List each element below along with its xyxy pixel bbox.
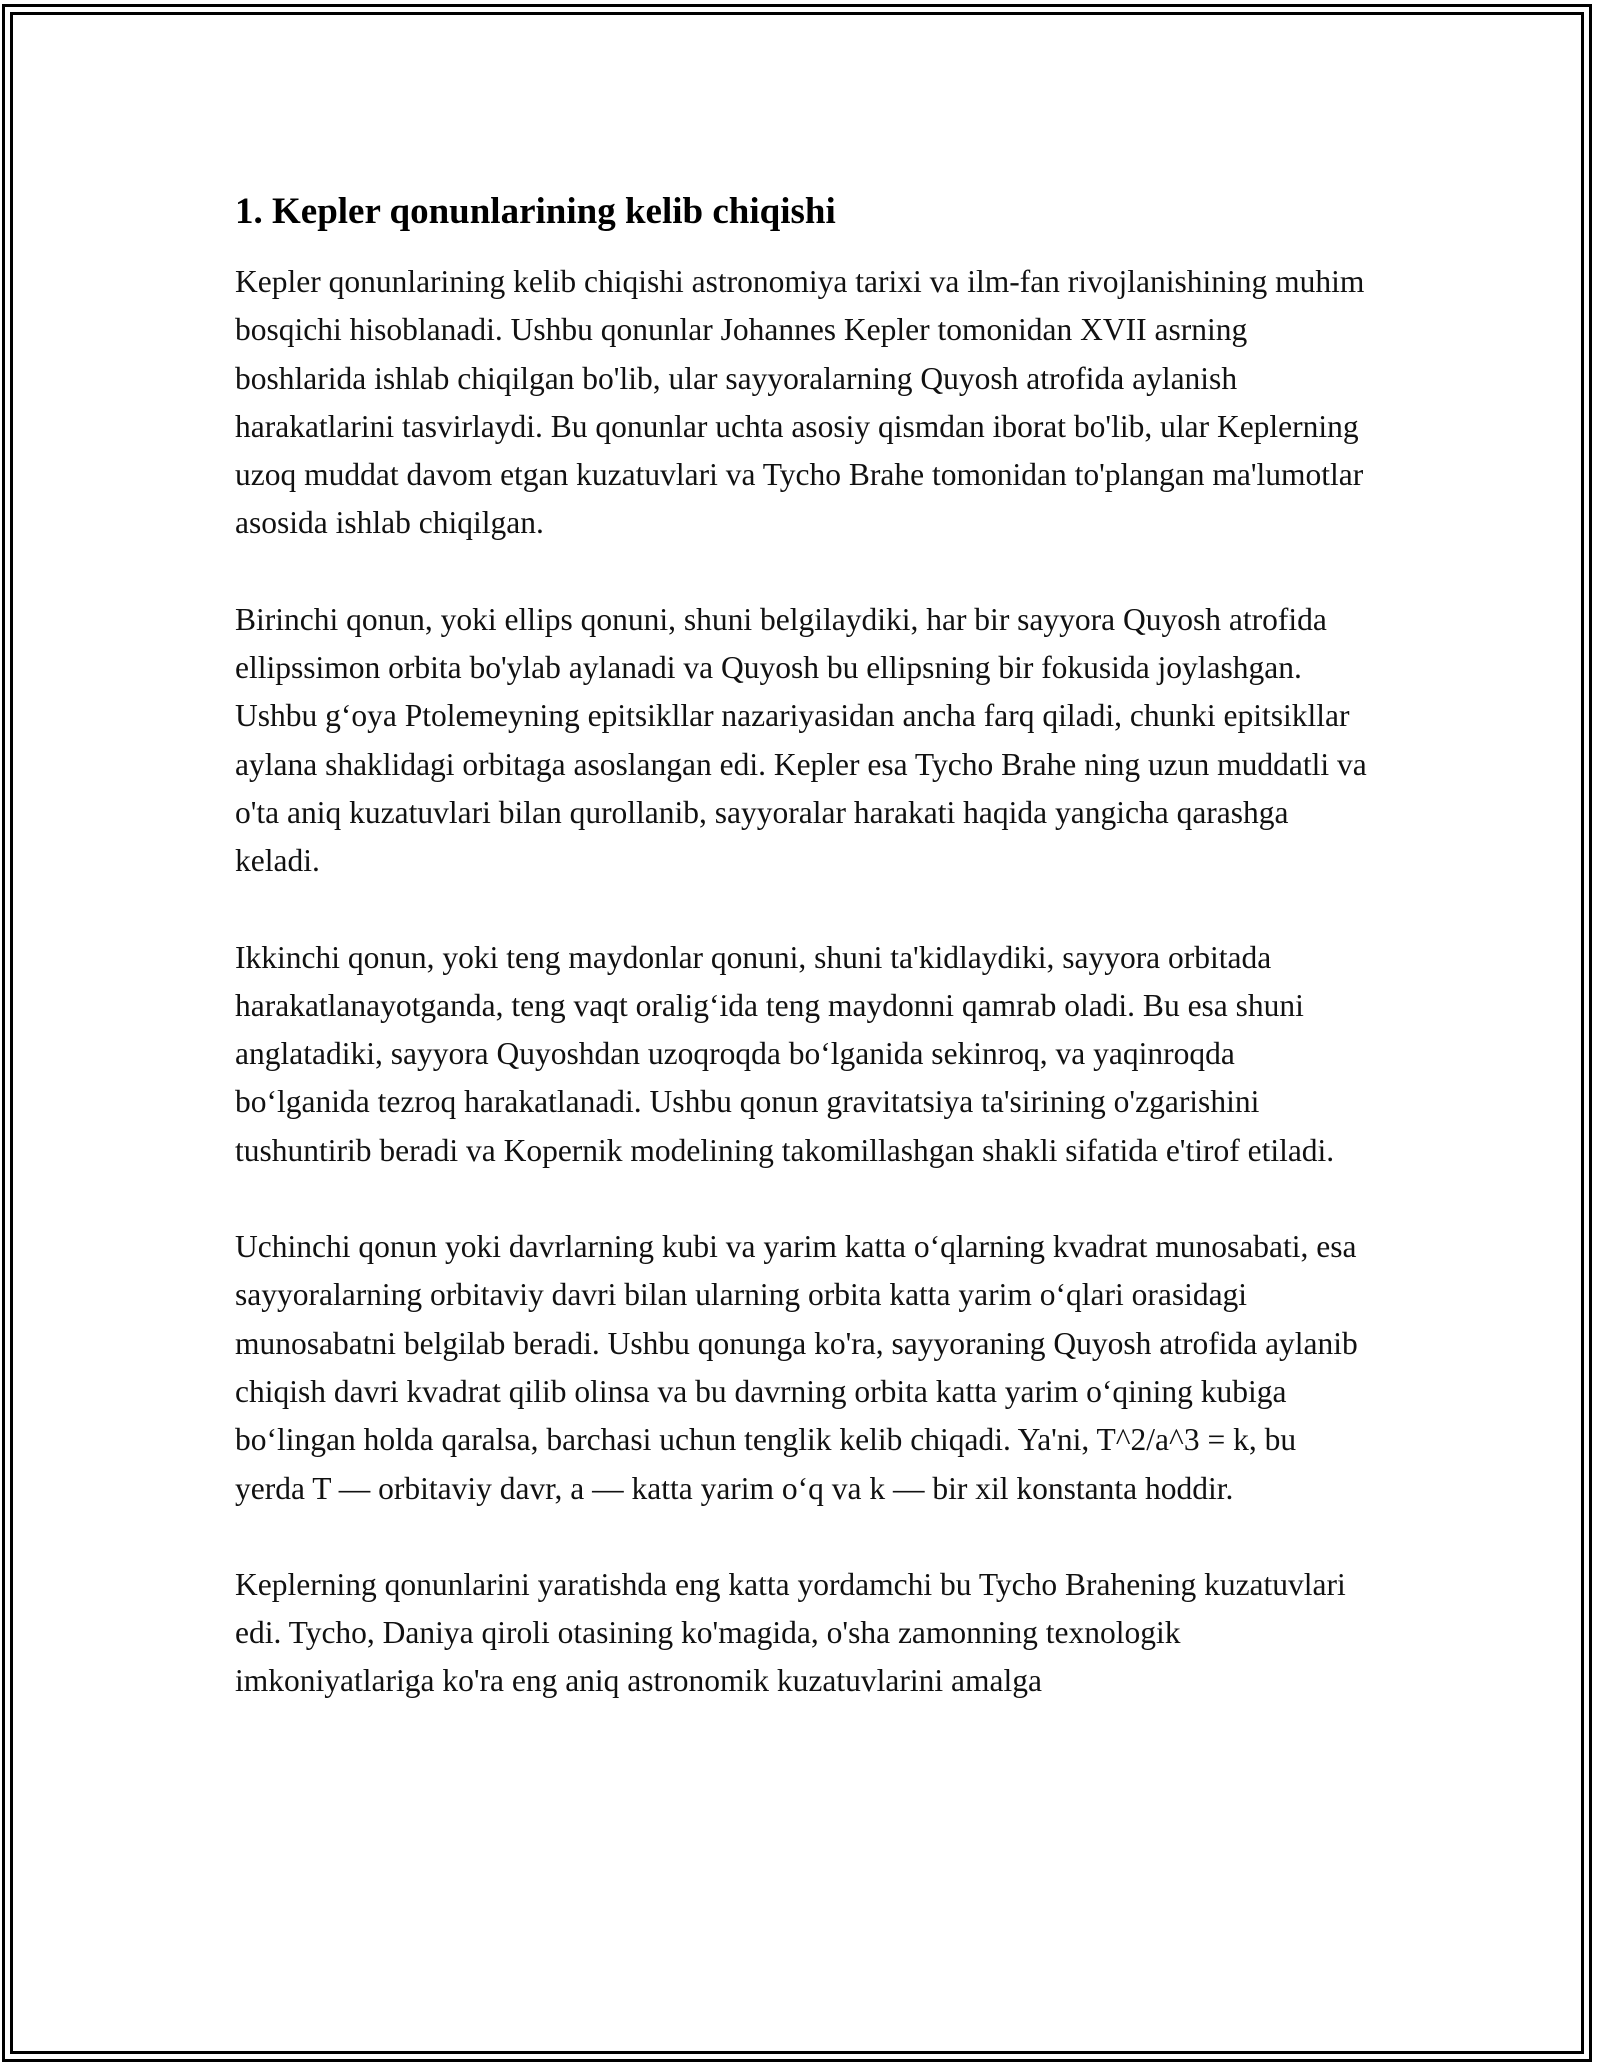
paragraph-second-law: Ikkinchi qonun, yoki teng maydonlar qonuni, shuni ta'kidlaydiki, sayyora orbitada harakatlanayotganda, teng vaqt oralig‘ida teng maydonni qamrab oladi. Bu esa shuni anglatadiki, sayyora Quyoshdan uzoqroqda bo‘lganida sekinroq, va yaqinroqda bo‘lganida tezroq harakatlanadi. Ushbu qonun gravitatsiya ta'sirining o'zgarishini tushuntirib beradi va Kopernik modelining takomillashgan shakli sifatida e'tirof etiladi. — [235, 939, 1335, 1168]
paragraph-first-law: Birinchi qonun, yoki ellips qonuni, shuni belgilaydiki, har bir sayyora Quyosh atrofida ellipssimon orbita bo'ylab aylanadi va Quyosh bu ellipsning bir fokusida joylashgan. Ushbu g‘oya Ptolemeyning epitsikllar nazariyasidan ancha farq qiladi, chunki epitsikllar aylana shaklidagi orbitaga asoslangan edi. Kepler esa Tycho Brahe ning uzun muddatli va o'ta aniq kuzatuvlari bilan qurollanib, sayyoralar harakati haqida yangicha qarashga keladi. — [235, 601, 1367, 879]
document-body — [235, 188, 1370, 1754]
section-heading: 1. Kepler qonunlarining kelib chiqishi — [235, 191, 836, 232]
paragraph-third-law: Uchinchi qonun yoki davrlarning kubi va yarim katta o‘qlarning kvadrat munosabati, esa sayyoralarning orbitaviy davri bilan ularning orbita katta yarim o‘qlari orasidagi munosabatni belgilab beradi. Ushbu qonunga ko'ra, sayyoraning Quyosh atrofida aylanib chiqish davri kvadrat qilib olinsa va bu davrning orbita katta yarim o‘qining kubiga bo‘lingan holda qaralsa, barchasi uchun tenglik kelib chiqadi. Ya'ni, T^2/a^3 = k, bu yerda T — orbitaviy davr, a — katta yarim o‘q va k — bir xil konstanta hoddir. — [235, 1229, 1358, 1506]
paragraph-tycho-brahe: Keplerning qonunlarini yaratishda eng katta yordamchi bu Tycho Brahening kuzatuvlari edi. Tycho, Daniya qiroli otasining ko'magida, o'sha zamonning texnologik imkoniyatlariga ko'ra eng aniq astronomik kuzatuvlarini amalga — [235, 1566, 1346, 1699]
paragraph-intro: Kepler qonunlarining kelib chiqishi astronomiya tarixi va ilm-fan rivojlanishining muhim bosqichi hisoblanadi. Ushbu qonunlar Johannes Kepler tomonidan XVII asrning boshlarida ishlab chiqilgan bo'lib, ular sayyoralarning Quyosh atrofida aylanish harakatlarini tasvirlaydi. Bu qonunlar uchta asosiy qismdan iborat bo'lib, ular Keplerning uzoq muddat davom etgan kuzatuvlari va Tycho Brahe tomonidan to'plangan ma'lumotlar asosida ishlab chiqilgan. — [235, 264, 1365, 541]
